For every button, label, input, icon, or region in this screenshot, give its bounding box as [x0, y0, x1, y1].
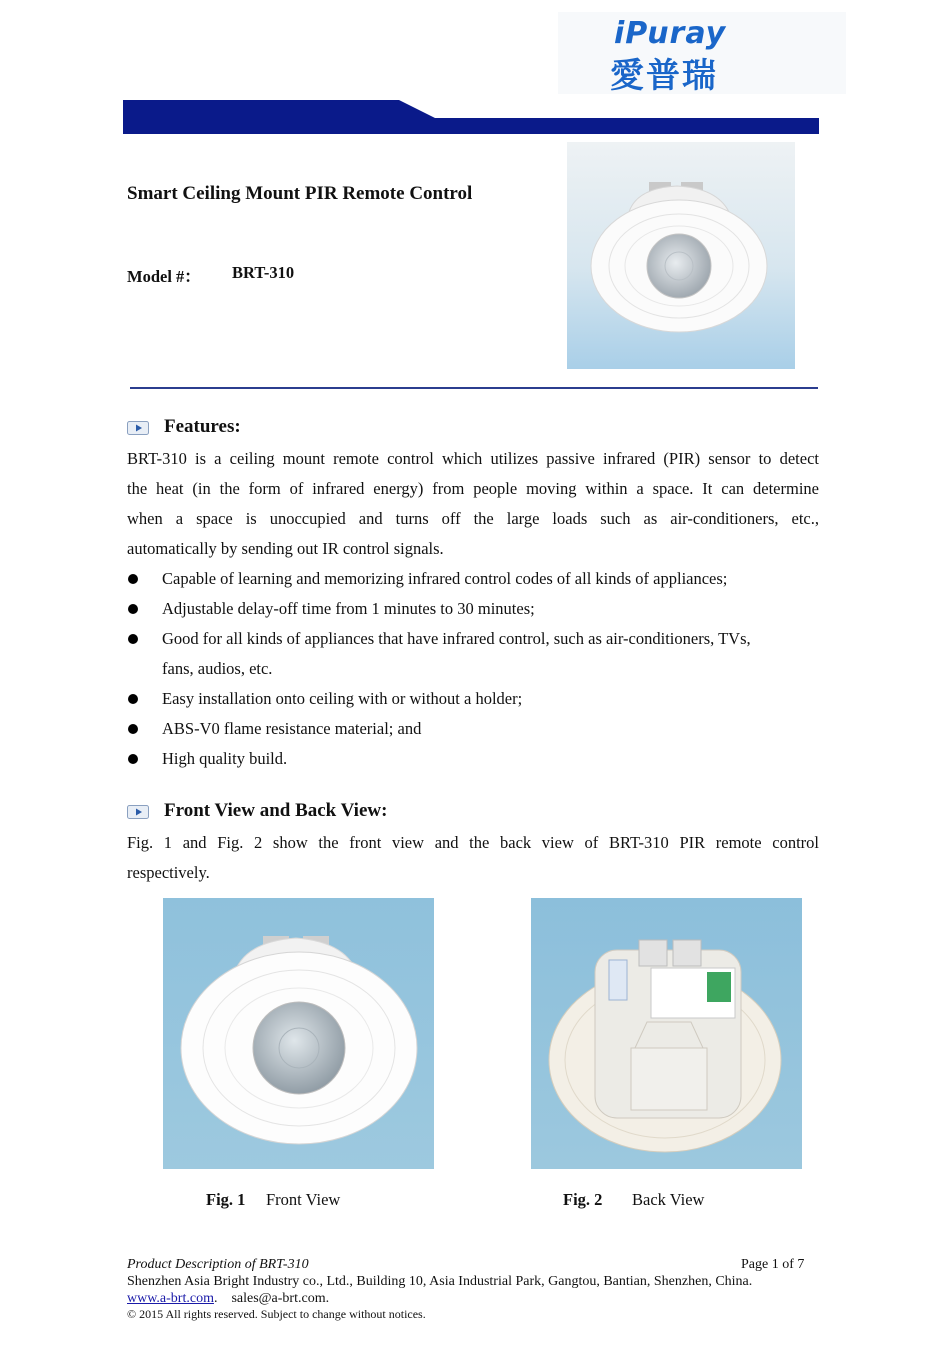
text-line: when a space is unoccupied and turns off the large loads such as air-conditioners, etc., — [127, 509, 819, 528]
views-heading: Front View and Back View: — [164, 800, 388, 821]
product-title: Smart Ceiling Mount PIR Remote Control — [127, 183, 473, 204]
features-intro — [127, 444, 819, 564]
model-number: BRT-310 — [232, 263, 295, 282]
list-item: Easy installation onto ceiling with or without a holder; — [127, 684, 819, 714]
features-heading: Features: — [164, 416, 241, 437]
product-photo — [567, 142, 795, 369]
model-label: Model #： — [127, 267, 201, 286]
logo-latin-text: iPuray — [614, 16, 727, 51]
bullet-dot-icon — [128, 634, 138, 644]
features-list — [127, 564, 819, 774]
company-logo — [558, 12, 846, 94]
footer-page-number: Page 1 of 7 — [741, 1257, 805, 1272]
section-divider — [130, 387, 818, 389]
list-item: Capable of learning and memorizing infrared control codes of all kinds of appliances; — [127, 564, 819, 594]
header-band — [123, 100, 819, 134]
fig1-caption: Front View — [266, 1190, 341, 1209]
bullet-dot-icon — [128, 574, 138, 584]
back-view-photo — [531, 898, 802, 1169]
bullet-dot-icon — [128, 694, 138, 704]
views-intro — [127, 828, 819, 888]
list-item: Adjustable delay-off time from 1 minutes to 30 minutes; — [127, 594, 819, 624]
text-line: automatically by sending out IR control signals. — [127, 539, 444, 558]
text-line: the heat (in the form of infrared energy) from people moving within a space. It can determine — [127, 479, 819, 498]
email-address: sales@a-brt.com. — [231, 1291, 330, 1306]
fig2-caption: Back View — [632, 1190, 705, 1209]
text-line: respectively. — [127, 863, 210, 882]
play-bullet-icon — [127, 421, 149, 435]
footer-contact — [127, 1290, 329, 1307]
bullet-dot-icon — [128, 724, 138, 734]
logo-cjk-text: 愛普瑞 — [610, 56, 718, 96]
fig1-number: Fig. 1 — [206, 1190, 246, 1209]
front-view-photo — [163, 898, 434, 1169]
list-item: High quality build. — [127, 744, 819, 774]
list-item-continuation: fans, audios, etc. — [162, 659, 273, 678]
website-link[interactable]: www.a-brt.com — [127, 1291, 214, 1306]
fig2-number: Fig. 2 — [563, 1190, 603, 1209]
footer-address: Shenzhen Asia Bright Industry co., Ltd., Building 10, Asia Industrial Park, Gangtou, Bantian, Shenzhen, China. — [127, 1274, 753, 1289]
play-bullet-icon — [127, 805, 149, 819]
text-line: BRT-310 is a ceiling mount remote control which utilizes passive infrared (PIR) sensor to detect — [127, 449, 819, 468]
list-item: Good for all kinds of appliances that have infrared control, such as air-conditioners, TVs, — [127, 624, 819, 654]
bullet-dot-icon — [128, 754, 138, 764]
separator: . — [213, 1291, 232, 1306]
footer-doc-title: Product Description of BRT-310 — [127, 1257, 309, 1272]
list-item: ABS-V0 flame resistance material; and — [127, 714, 819, 744]
bullet-dot-icon — [128, 604, 138, 614]
footer-copyright: © 2015 All rights reserved. Subject to change without notices. — [127, 1307, 426, 1321]
text-line: Fig. 1 and Fig. 2 show the front view and the back view of BRT-310 PIR remote control — [127, 833, 819, 852]
